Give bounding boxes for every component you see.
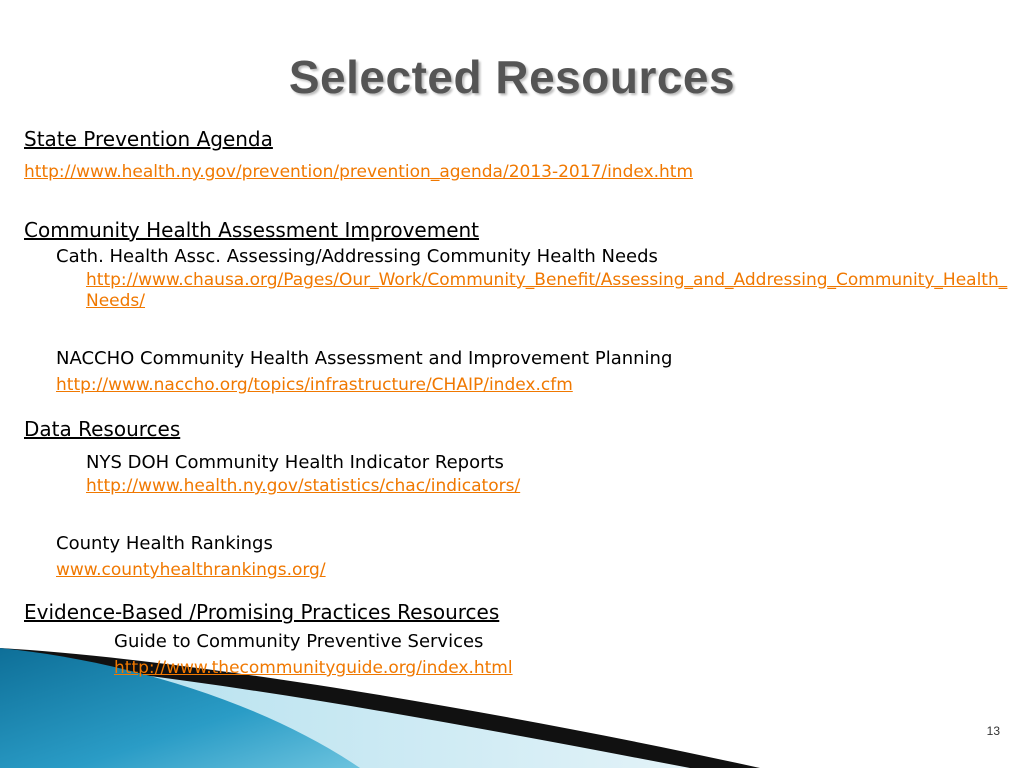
link-community-guide[interactable]: http://www.thecommunityguide.org/index.html <box>114 658 513 678</box>
link-nys-doh[interactable]: http://www.health.ny.gov/statistics/chac/indicators/ <box>86 476 521 496</box>
heading-evidence-based: Evidence-Based /Promising Practices Resources <box>24 600 500 624</box>
heading-community-health: Community Health Assessment Improvement <box>24 218 480 242</box>
slide-title: Selected Resources <box>288 51 736 103</box>
item-nys-doh-title: NYS DOH Community Health Indicator Reports <box>86 452 504 473</box>
item-naccho-title: NACCHO Community Health Assessment and Improvement Planning <box>56 348 673 369</box>
heading-data-resources: Data Resources <box>24 417 181 441</box>
heading-state-prevention-agenda: State Prevention Agenda <box>24 127 273 151</box>
page-number: 13 <box>986 724 1000 738</box>
item-county-rankings-title: County Health Rankings <box>56 533 273 554</box>
link-chausa[interactable]: http://www.chausa.org/Pages/Our_Work/Community_Benefit/Assessing_and_Addressing_Community_Health_Needs/ <box>86 270 1008 311</box>
item-cath-health-title: Cath. Health Assc. Assessing/Addressing Community Health Needs <box>56 246 658 267</box>
item-community-guide-title: Guide to Community Preventive Services <box>114 631 484 652</box>
link-prevention-agenda[interactable]: http://www.health.ny.gov/prevention/prevention_agenda/2013-2017/index.htm <box>24 162 694 182</box>
link-county-rankings[interactable]: www.countyhealthrankings.org/ <box>56 560 326 580</box>
link-naccho[interactable]: http://www.naccho.org/topics/infrastructure/CHAIP/index.cfm <box>56 375 573 395</box>
